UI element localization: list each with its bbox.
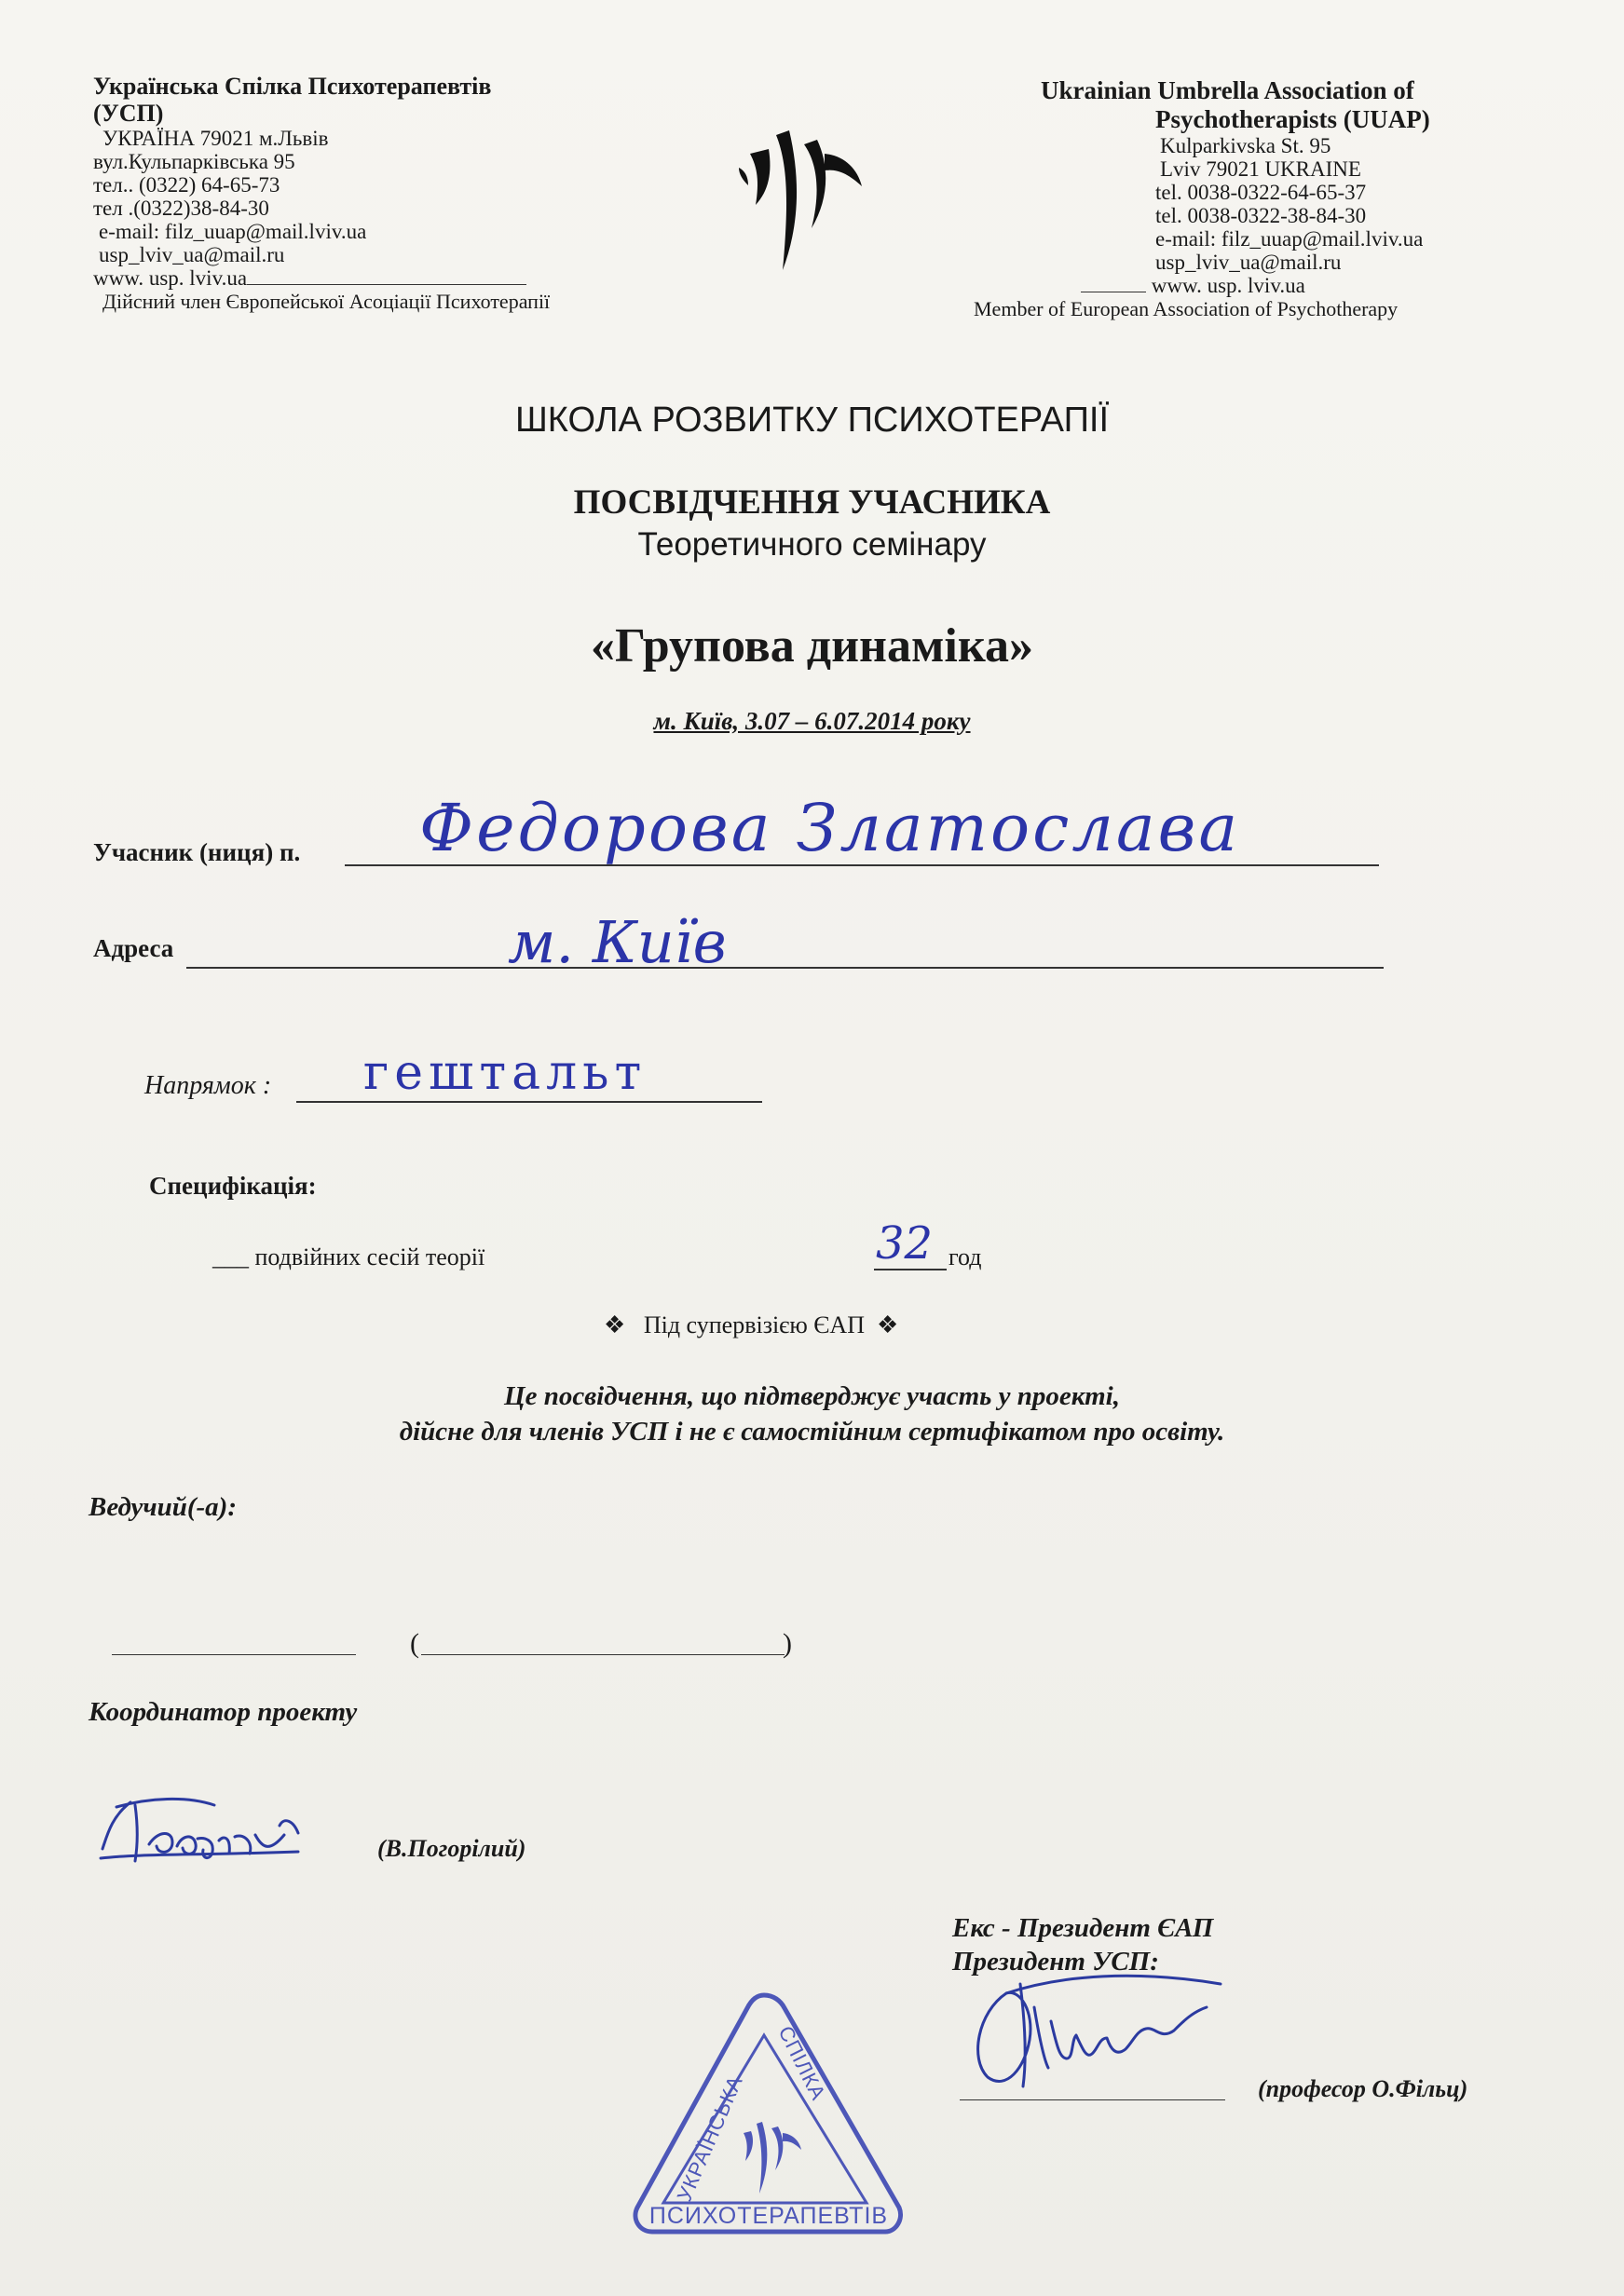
address-line: вул.Кульпарківська 95 <box>93 150 295 173</box>
header-left <box>93 73 671 313</box>
org-name-en-2: Psychotherapists (UUAP) <box>1155 105 1430 133</box>
bullet-icon: ❖ <box>877 1311 899 1338</box>
sessions-blank: ___ <box>212 1243 249 1270</box>
hours-unit: год <box>948 1243 982 1270</box>
place-date: м. Київ, 3.07 – 6.07.2014 року <box>653 707 971 735</box>
website-line: www. usp. lviv.ua <box>969 274 1565 297</box>
bullet-icon: ❖ <box>604 1311 626 1338</box>
direction-label: Напрямок : <box>144 1071 272 1100</box>
notice-line: дійсне для членів УСП і не є самостійним сертифікатом про освіту. <box>399 1417 1225 1447</box>
phone-line: tel. 0038-0322-38-84-30 <box>1155 204 1367 227</box>
hours-value: 32 <box>876 1217 934 1270</box>
certificate-title: ПОСВІДЧЕННЯ УЧАСНИКА <box>573 483 1051 522</box>
participant-label: Учасник (ниця) п. <box>93 838 301 866</box>
leader-name-paren-open: ( <box>410 1628 419 1659</box>
email-line: usp_lviv_ua@mail.ru <box>99 243 285 266</box>
school-title: ШКОЛА РОЗВИТКУ ПСИХОТЕРАПІЇ <box>514 401 1110 440</box>
phone-line: тел .(0322)38-84-30 <box>93 197 269 220</box>
address-value: м. Київ <box>508 908 727 976</box>
stamp-bottom-text: ПСИХОТЕРАПЕВТІВ <box>648 2203 889 2229</box>
coordinator-label: Координатор проекту <box>89 1697 358 1727</box>
svg-text:СПІЛКА: СПІЛКА <box>773 2022 831 2104</box>
svg-text:УКРАЇНСЬКА <box>673 2072 747 2205</box>
direction-value: гештальт <box>363 1045 648 1101</box>
membership-en: Member of European Association of Psychotherapy <box>974 297 1399 320</box>
participant-value: Федорова Златослава <box>419 790 1241 866</box>
seminar-title: «Групова динаміка» <box>590 619 1034 672</box>
org-name-en: Ukrainian Umbrella Association of <box>1041 76 1414 104</box>
usp-logo <box>731 116 871 275</box>
sessions-text: подвійних сесій теорії <box>254 1243 485 1270</box>
org-name-ua: Українська Спілка Психотерапевтів <box>93 73 492 100</box>
direction-line <box>296 1101 762 1103</box>
address-label: Адреса <box>93 934 174 962</box>
association-stamp <box>624 1984 913 2249</box>
president-name: (професор О.Фільц) <box>1258 2075 1468 2102</box>
notice-line: Це посвідчення, що підтверджує участь у проекті, <box>504 1381 1120 1411</box>
president-signature-line <box>960 2099 1225 2100</box>
president-signature <box>950 1956 1249 2105</box>
membership-ua: Дійсний член Європейської Асоціації Психотерапії <box>102 290 551 313</box>
supervision-row <box>604 1311 898 1339</box>
leader-label: Ведучий(-а): <box>89 1492 237 1522</box>
header-right <box>969 76 1565 320</box>
leader-name-line <box>421 1654 785 1655</box>
sessions-row <box>212 1243 484 1271</box>
stamp-top-text: УКРАЇНСЬКА <box>672 2072 747 2205</box>
email-line: e-mail: filz_uuap@mail.lviv.ua <box>1155 227 1424 251</box>
address-line: Lviv 79021 UKRAINE <box>1160 157 1361 181</box>
stamp-logo-icon <box>744 2122 801 2194</box>
email-line: e-mail: filz_uuap@mail.lviv.ua <box>99 220 367 243</box>
president-title: Екс - Президент ЄАП <box>952 1913 1214 1943</box>
leader-signature-line <box>112 1654 356 1655</box>
supervision-text: Під супервізією ЄАП <box>643 1311 865 1338</box>
notice <box>0 1379 1624 1449</box>
seminar-type: Теоретичного семінару <box>637 526 987 563</box>
org-abbr-ua: (УСП) <box>93 100 164 127</box>
phone-line: tel. 0038-0322-64-65-37 <box>1155 181 1367 204</box>
address-line: УКРАЇНА 79021 м.Львів <box>102 127 329 150</box>
phone-line: тел.. (0322) 64-65-73 <box>93 173 280 197</box>
coordinator-signature <box>84 1779 345 1882</box>
coordinator-name: (В.Погорілий) <box>377 1835 526 1862</box>
website-line: www. usp. lviv.ua <box>93 266 671 290</box>
leader-name-paren-close: ) <box>783 1628 792 1659</box>
specification-label: Специфікація: <box>149 1172 317 1200</box>
address-line: Kulparkivska St. 95 <box>1160 134 1331 157</box>
president-title: Президент УСП: <box>952 1947 1159 1977</box>
address-line-blank <box>186 967 1384 969</box>
email-line: usp_lviv_ua@mail.ru <box>1155 251 1342 274</box>
